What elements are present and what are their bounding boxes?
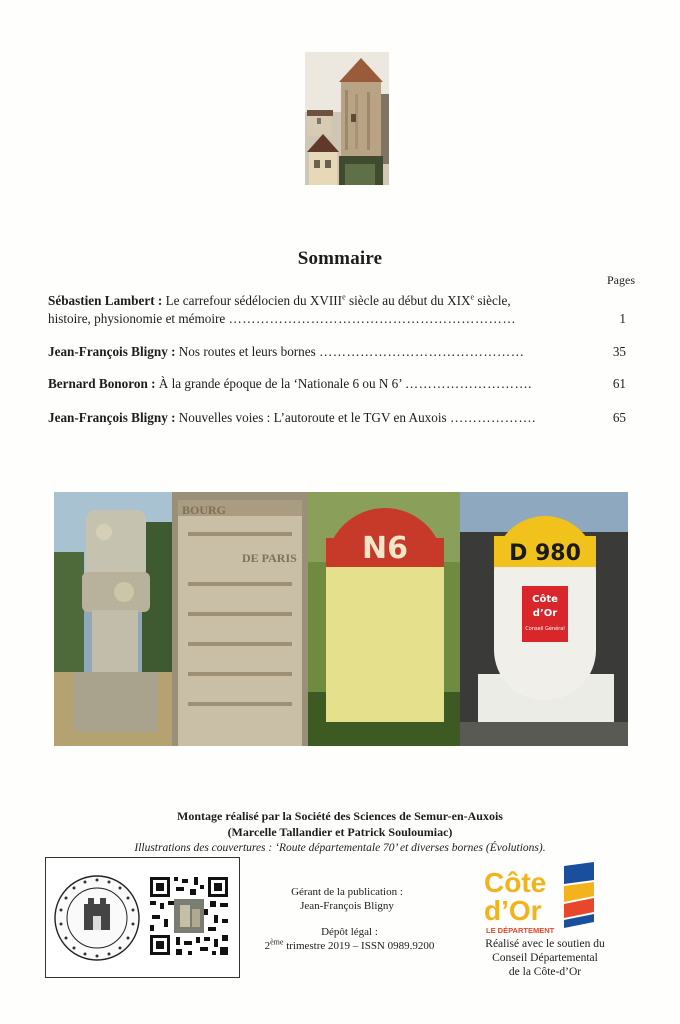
d980-logo-line2: d’Or xyxy=(532,608,558,619)
qr-code-icon[interactable] xyxy=(148,875,230,957)
cote-dor-flag-icon xyxy=(564,862,594,928)
support-text xyxy=(470,937,620,979)
legal-deposit xyxy=(257,925,442,953)
toc-title: Nos routes et leurs bornes xyxy=(175,344,316,359)
n6-label: N6 xyxy=(362,531,408,566)
d980-label: D 980 xyxy=(509,541,581,566)
toc-entry-4 xyxy=(48,409,626,427)
toc-author: Jean-François Bligny : xyxy=(48,344,176,359)
cote-dor-logo-line1: Côte xyxy=(484,867,547,898)
engraved-milestone-photo xyxy=(172,492,308,746)
toc-dots: ………………. xyxy=(449,410,536,425)
toc-author: Jean-François Bligny : xyxy=(48,410,176,425)
toc-dots: ………………………. xyxy=(404,376,532,391)
d980-logo-line1: Côte xyxy=(532,594,558,605)
credits-line-2: (Marcelle Tallandier et Patrick Souloumiac) xyxy=(227,825,453,839)
support-line-2: Conseil Départemental xyxy=(492,952,598,964)
toc-entry-2 xyxy=(48,343,626,361)
toc-title: histoire, physionomie et mémoire xyxy=(48,311,226,326)
legal-label: Dépôt légal : xyxy=(321,926,378,938)
support-line-1: Réalisé avec le soutien du xyxy=(485,938,605,950)
toc-entry-1: Sébastien Lambert : Le carrefour sédélocien du XVIIIe siècle au début du XIXe siècle, xyxy=(48,292,511,308)
d980-logo-sub: Conseil Général xyxy=(525,626,565,632)
support-line-3: de la Côte-d’Or xyxy=(508,966,582,978)
toc-title: À la grande époque de la ‘Nationale 6 ou N 6’ xyxy=(155,376,402,391)
d980-milestone-photo xyxy=(460,492,628,746)
seal-and-qr-box xyxy=(45,857,240,978)
credits xyxy=(0,808,680,856)
pages-column-label: Pages xyxy=(607,273,635,287)
credits-line-1: Montage réalisé par la Société des Sciences de Semur-en-Auxois xyxy=(177,809,503,823)
toc-entry-3 xyxy=(48,375,626,393)
cote-dor-logo-line2: d’Or xyxy=(484,895,542,926)
toc-page: 61 xyxy=(612,376,626,391)
old-stone-milestone-photo xyxy=(54,492,172,746)
milestones-photo-strip xyxy=(54,492,628,746)
n6-milestone-photo xyxy=(308,492,460,746)
cote-dor-logo xyxy=(480,862,610,937)
summary-title: Sommaire xyxy=(297,248,383,269)
publisher-name: Jean-François Bligny xyxy=(300,900,394,912)
toc-entry-1-line2 xyxy=(48,310,626,328)
toc-author: Sébastien Lambert : xyxy=(48,293,163,308)
cote-dor-tagline: LE DÉPARTEMENT xyxy=(486,926,555,935)
legal-info: 2ème trimestre 2019 – ISSN 0989.9200 xyxy=(264,937,435,952)
publisher-label: Gérant de la publication : xyxy=(291,886,403,898)
toc-title: Nouvelles voies : L’autoroute et le TGV en Auxois xyxy=(175,410,447,425)
engraved-text-bourg: BOURG xyxy=(182,503,227,517)
tower-photo xyxy=(305,52,389,185)
toc-page: 65 xyxy=(612,410,626,425)
toc-page: 1 xyxy=(619,311,626,326)
credits-line-3: Illustrations des couvertures : ‘Route départementale 70’ et diverses bornes (Évolutions). xyxy=(134,842,546,854)
society-seal xyxy=(55,876,139,960)
toc-page: 35 xyxy=(612,344,626,359)
toc-author: Bernard Bonoron : xyxy=(48,376,156,391)
toc-dots: ……………………………………… xyxy=(319,344,525,359)
toc-dots: ……………………………………………………… xyxy=(228,311,516,326)
publisher-info xyxy=(262,885,432,913)
engraved-text-paris: DE PARIS xyxy=(242,551,297,565)
